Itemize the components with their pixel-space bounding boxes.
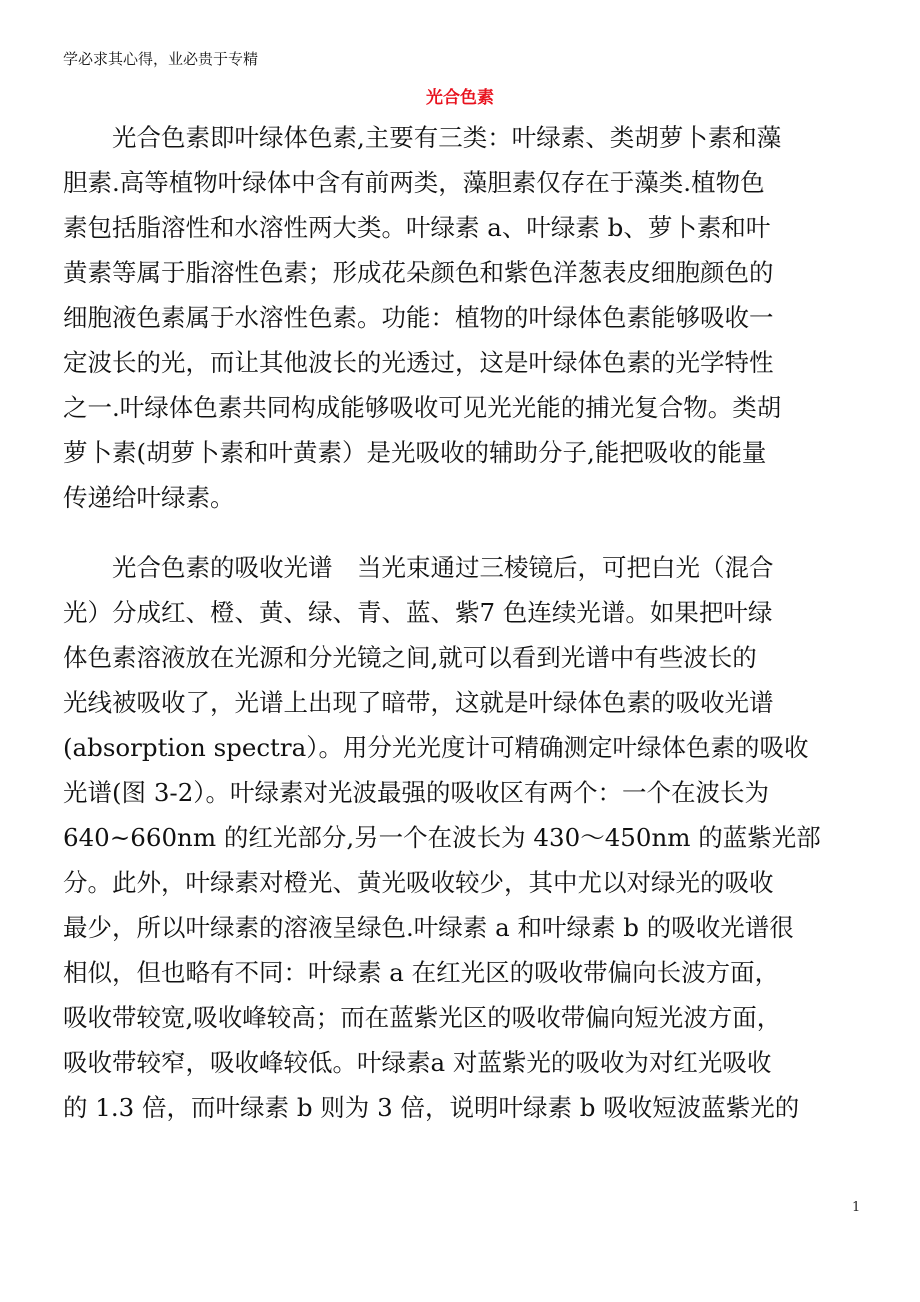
text-line: 之一.叶绿体色素共同构成能够吸收可见光光能的捕光复合物。类胡 xyxy=(63,393,782,422)
text-line: 胆素.高等植物叶绿体中含有前两类，藻胆素仅存在于藻类.植物色 xyxy=(63,168,765,197)
text-line: 定波长的光，而让其他波长的光透过，这是叶绿体色素的光学特性 xyxy=(63,348,774,377)
text-line: 体色素溶液放在光源和分光镜之间,就可以看到光谱中有些波长的 xyxy=(63,643,757,672)
text-line: 吸收带较宽,吸收峰较高；而在蓝紫光区的吸收带偏向短光波方面， xyxy=(63,1003,782,1032)
text-line: (absorption spectra）。用分光光度计可精确测定叶绿体色素的吸收 xyxy=(63,733,809,762)
text-line: 萝卜素(胡萝卜素和叶黄素）是光吸收的辅助分子,能把吸收的能量 xyxy=(63,438,767,467)
text-line: 吸收带较窄，吸收峰较低。叶绿素a 对蓝紫光的吸收为对红光吸收 xyxy=(63,1048,772,1077)
text-line: 的 1.3 倍，而叶绿素 b 则为 3 倍，说明叶绿素 b 吸收短波蓝紫光的 xyxy=(63,1093,800,1122)
text-line: 分。此外，叶绿素对橙光、黄光吸收较少，其中尤以对绿光的吸收 xyxy=(63,868,774,897)
text-line: 光谱(图 3-2）。叶绿素对光波最强的吸收区有两个：一个在波长为 xyxy=(63,778,770,807)
text-line: 最少，所以叶绿素的溶液呈绿色.叶绿素 a 和叶绿素 b 的吸收光谱很 xyxy=(63,913,794,942)
page-header: 学必求其心得，业必贵于专精 xyxy=(63,50,259,68)
text-line: 黄素等属于脂溶性色素；形成花朵颜色和紫色洋葱表皮细胞颜色的 xyxy=(63,258,774,287)
text-line: 相似，但也略有不同：叶绿素 a 在红光区的吸收带偏向长波方面， xyxy=(63,958,780,987)
text-line: 光合色素即叶绿体色素,主要有三类：叶绿素、类胡萝卜素和藻 xyxy=(63,123,782,152)
text-line: 光）分成红、橙、黄、绿、青、蓝、紫7 色连续光谱。如果把叶绿 xyxy=(63,598,773,627)
text-line: 光线被吸收了，光谱上出现了暗带，这就是叶绿体色素的吸收光谱 xyxy=(63,688,774,717)
page-number: 1 xyxy=(852,1200,861,1215)
text-line: 640~660nm 的红光部分,另一个在波长为 430～450nm 的蓝紫光部 xyxy=(63,823,821,852)
text-line: 素包括脂溶性和水溶性两大类。叶绿素 a、叶绿素 b、萝卜素和叶 xyxy=(63,213,771,242)
text-line: 光合色素的吸收光谱 当光束通过三棱镜后，可把白光（混合 xyxy=(63,553,774,582)
text-line: 细胞液色素属于水溶性色素。功能：植物的叶绿体色素能够吸收一 xyxy=(63,303,774,332)
page-title: 光合色素 xyxy=(426,88,494,108)
text-line: 传递给叶绿素。 xyxy=(63,483,235,512)
